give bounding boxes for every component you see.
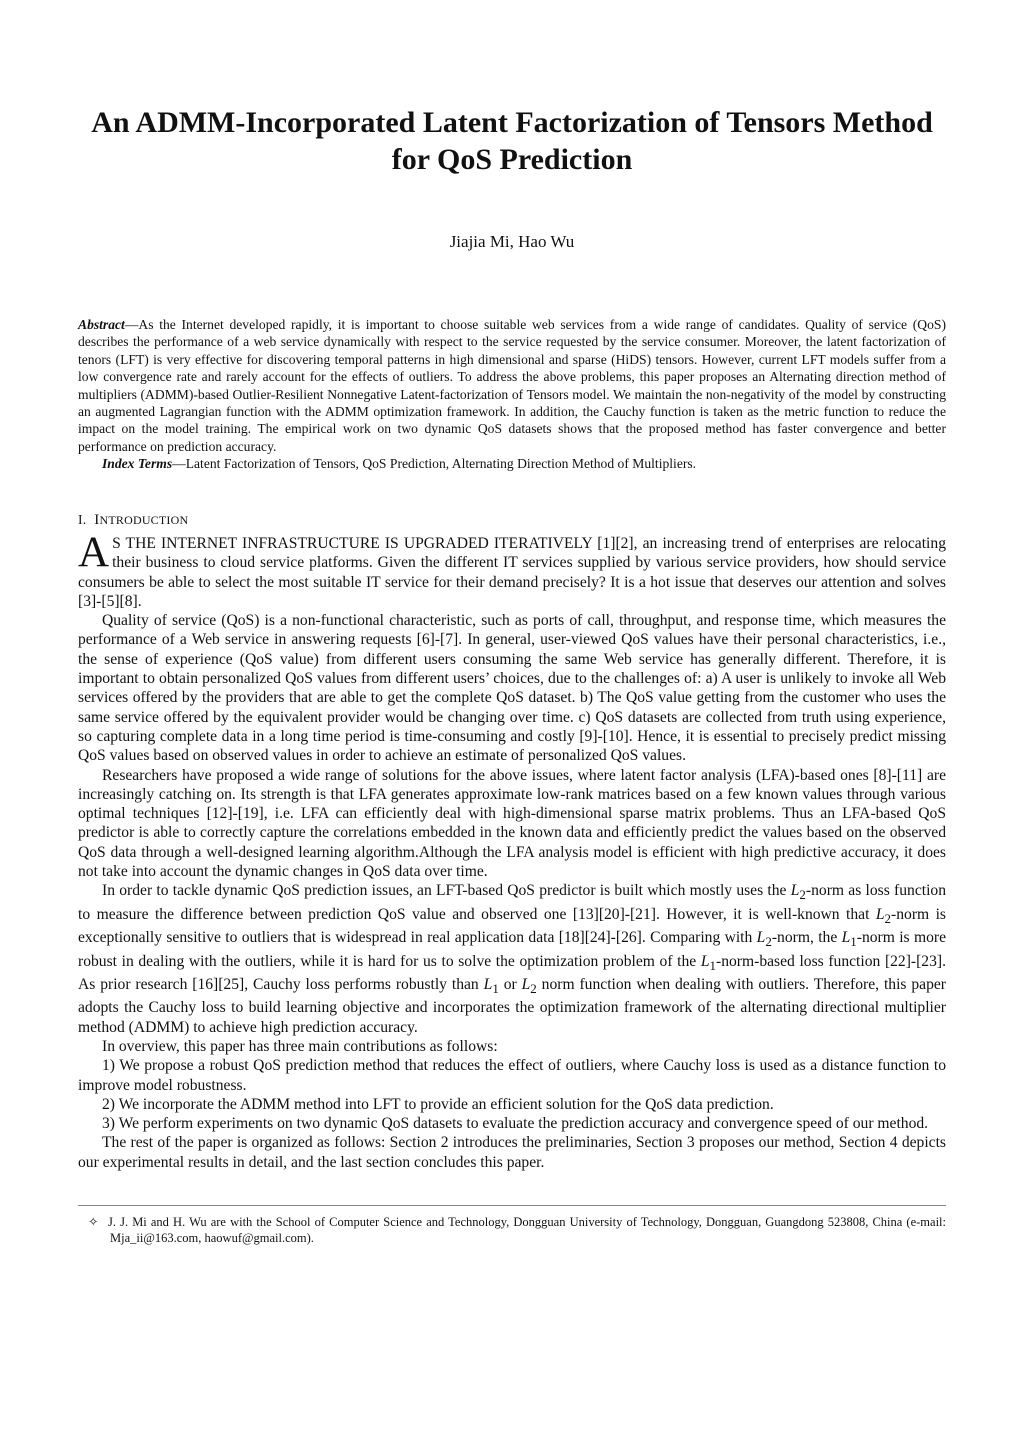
p4-text: In order to tackle dynamic QoS prediction issues, an LFT-based QoS predictor is built which mostly uses the (102, 882, 791, 900)
math-L: L (483, 975, 493, 993)
section-number: I. (78, 512, 87, 527)
footnote-rule (78, 1205, 946, 1206)
p4-text: -norm, the (771, 929, 842, 947)
introduction-body (78, 529, 947, 1172)
math-L: L (790, 882, 800, 900)
math-L: L (841, 929, 851, 947)
math-sub: 1 (492, 981, 499, 997)
p4-text: -norm as loss function to measure the difference between prediction QoS value and observed one [13][20]-[21]. However, it is well-known that (78, 882, 947, 923)
drop-cap: A (78, 529, 110, 576)
math-sub: 2 (884, 910, 892, 926)
abstract (78, 316, 946, 473)
math-sub: 2 (799, 887, 806, 903)
math-sub: 2 (530, 981, 537, 997)
intro-paragraph-5: In overview, this paper has three main contributions as follows: (102, 1037, 498, 1055)
section-title-smallcaps: NTRODUCTION (99, 513, 189, 527)
intro-paragraph-1 (78, 529, 946, 611)
math-L: L (700, 952, 710, 970)
math-sub: 2 (765, 934, 772, 950)
contribution-3: 3) We perform experiments on two dynamic QoS datasets to evaluate the prediction accuracy and convergence speed of our method. (102, 1115, 929, 1133)
index-terms (78, 455, 946, 472)
p4-text: -norm-based loss function [22]-[23]. As prior research [16][25], Cauchy loss performs robustly than (78, 952, 946, 993)
section-title (94, 512, 188, 527)
intro-paragraph-1-text: S THE INTERNET INFRASTRUCTURE IS UPGRADED ITERATIVELY [1][2], an increasing trend of enterprises are relocating their business to cloud service platforms. Given the different IT services supplied by various service providers, how should service consumers be able to select the most suitable IT service for their demand precisely? It is a hot issue that deserves our attention and solves [3]-[5][8]. (78, 535, 946, 610)
index-terms-label: Index Terms (102, 456, 173, 472)
math-L: L (756, 929, 766, 947)
p4-text: -norm is exceptionally sensitive to outliers that is widespread in real application data [18][24]-[26]. Comparing with (78, 905, 946, 947)
p4-text: norm function when dealing with outliers. Therefore, this paper adopts the Cauchy loss to build learning objective and incorporates the optimization framework of the alternating directional multiplier method (ADMM) to achieve high prediction accuracy. (78, 975, 946, 1036)
p4-text: or (498, 975, 522, 993)
math-L: L (875, 905, 885, 923)
footnote-mark-icon: ✧ (88, 1215, 99, 1229)
intro-paragraph-2: Quality of service (QoS) is a non-functional characteristic, such as ports of call, throughput, and response time, which measures the performance of a Web service in answering requests [6]-[7]. In general, user-viewed QoS values have their personal characteristics, i.e., the sense of experience (QoS value) from different users consuming the same Web service has generally different. Therefore, it is important to obtain personalized QoS values from different users’ choices, due to the challenges of: a) A user is unlikely to invoke all Web services offered by the providers that are able to get the complete QoS dataset. b) The QoS value getting from the customer who uses the same service offered by the equivalent provider would be changing over time. c) QoS datasets are collected from truth using experience, so capturing complete data in a long time period is time-consuming and costly [9]-[10]. Hence, it is essential to precisely predict missing QoS values based on observed values in order to achieve an estimate of personalized QoS values. (78, 612, 946, 765)
intro-paragraph-4 (78, 881, 946, 1037)
footnote-text: J. J. Mi and H. Wu are with the School of Computer Science and Technology, Dongguan University of Technology, Dongguan, Guangdong 523808, China (e-mail: Mja_ii@163.com, haowuf@gmail.com). (108, 1215, 946, 1245)
abstract-paragraph (78, 316, 946, 455)
contribution-1: 1) We propose a robust QoS prediction method that reduces the effect of outliers, where Cauchy loss is used as a distance function to improve model robustness. (78, 1057, 946, 1094)
intro-paragraph-6: The rest of the paper is organized as follows: Section 2 introduces the preliminaries, Section 3 proposes our method, Section 4 depicts our experimental results in detail, and the last section concludes this paper. (78, 1134, 946, 1171)
contribution-2: 2) We incorporate the ADMM method into LFT to provide an efficient solution for the QoS data prediction. (102, 1095, 774, 1113)
author-footnote (78, 1214, 946, 1246)
math-sub: 1 (850, 934, 857, 950)
math-L: L (521, 975, 531, 993)
paper-title: An ADMM-Incorporated Latent Factorization of Tensors Method for QoS Prediction (91, 106, 933, 176)
abstract-label: Abstract (78, 317, 125, 332)
section-heading-introduction (78, 512, 188, 529)
p4-text: -norm is more robust in dealing with the outliers, while it is hard for us to solve the optimization problem of the (78, 929, 946, 970)
abstract-text: —As the Internet developed rapidly, it is important to choose suitable web services from a wide range of candidates. Quality of service (QoS) describes the performance of a web service dynamically with respect to the service requested by the service consumer. Moreover, the latent factorization of tenors (LFT) is very effective for discovering temporal patterns in high dimensional and sparse (HiDS) tensors. However, current LFT models suffer from a low convergence rate and rarely account for the effects of outliers. To address the above problems, this paper proposes an Alternating direction method of multipliers (ADMM)-based Outlier-Resilient Nonnegative Latent-factorization of Tensors model. We maintain the non-negativity of the model by constructing an augmented Lagrangian function with the ADMM optimization framework. In addition, the Cauchy function is taken as the metric function to reduce the impact on the model training. The empirical work on two dynamic QoS datasets shows that the proposed method has faster convergence and better performance on prediction accuracy. (78, 317, 946, 454)
author-list: Jiajia Mi, Hao Wu (449, 232, 575, 251)
math-sub: 1 (709, 957, 717, 973)
index-terms-text: —Latent Factorization of Tensors, QoS Prediction, Alternating Direction Method of Multipliers. (172, 456, 697, 472)
intro-paragraph-3: Researchers have proposed a wide range of solutions for the above issues, where latent factor analysis (LFA)-based ones [8]-[11] are increasingly catching on. Its strength is that LFA generates approximate low-rank matrices based on a few known values through various optimal techniques [12]-[19], i.e. LFA can efficiently deal with high-dimensional sparse matrix problems. Thus an LFA-based QoS predictor is able to correctly capture the correlations embedded in the known data and efficiently predict the values based on the observed QoS data through a well-designed learning algorithm.Although the LFA analysis model is efficient with high predictive accuracy, it does not take into account the dynamic changes in QoS data over time. (78, 766, 946, 881)
section-title-initial: I (94, 512, 100, 528)
footnote-line (78, 1214, 946, 1246)
